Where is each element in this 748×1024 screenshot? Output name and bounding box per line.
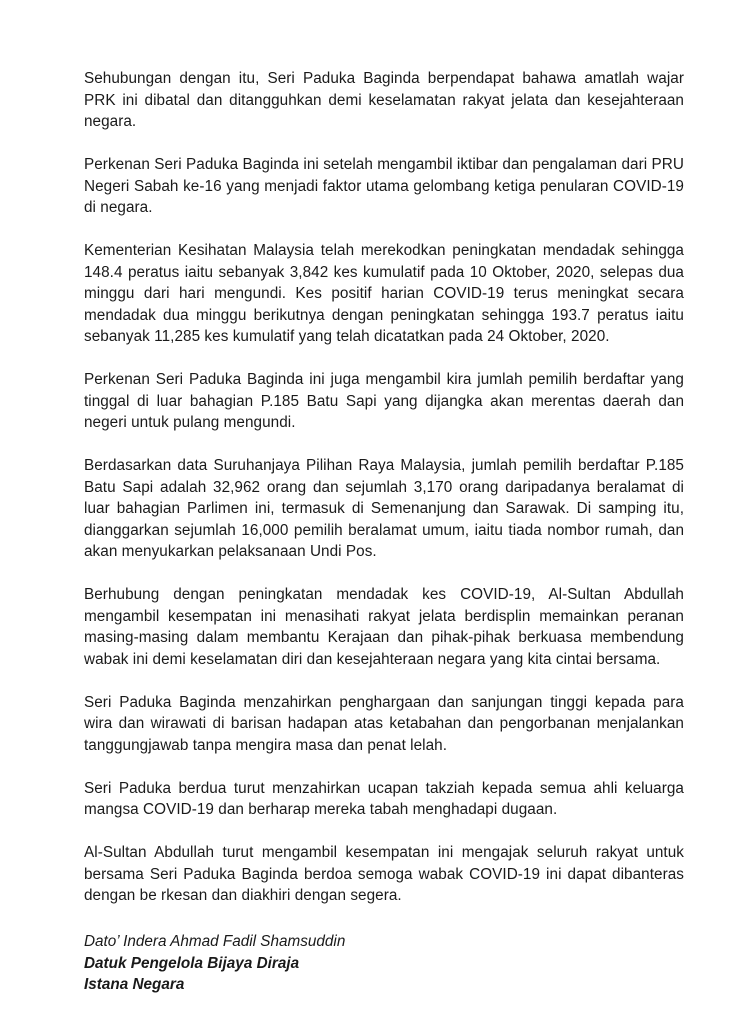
signatory-name: Dato’ Indera Ahmad Fadil Shamsuddin [84,933,346,950]
signatory-title: Datuk Pengelola Bijaya Diraja [84,954,300,972]
paragraph-3: Kementerian Kesihatan Malaysia telah merekodkan peningkatan mendadak sehingga 148.4 peratus iaitu sebanyak 3,842 kes kumulatif pada 10 Oktober, 2020, selepas dua minggu dari hari mengundi. Kes positif harian COVID-19 terus meningkat secara mendadak dua minggu berikutnya dengan peningkatan sehingga 193.7 peratus iaitu sebanyak 11,285 kes kumulatif yang telah dicatatkan pada 24 Oktober, 2020. [84,242,684,345]
paragraph-6: Berhubung dengan peningkatan mendadak kes COVID-19, Al-Sultan Abdullah mengambil kesempatan ini menasihati rakyat jelata berdisplin memainkan peranan masing-masing dalam membantu Kerajaan dan pihak-pihak berkuasa membendung wabak ini demi keselamatan diri dan kesejahteraan negara yang kita cintai bersama. [84,586,684,668]
signature-block [84,931,684,996]
paragraph-1: Sehubungan dengan itu, Seri Paduka Baginda berpendapat bahawa amatlah wajar PRK ini dibatal dan ditangguhkan demi keselamatan rakyat jelata dan kesejahteraan negara. [84,70,684,130]
paragraph-7: Seri Paduka Baginda menzahirkan penghargaan dan sanjungan tinggi kepada para wira dan wirawati di barisan hadapan atas ketabahan dan pengorbanan menjalankan tanggungjawab tanpa mengira masa dan penat lelah. [84,693,684,754]
paragraph-9: Al-Sultan Abdullah turut mengambil kesempatan ini mengajak seluruh rakyat untuk bersama Seri Paduka Baginda berdoa semoga wabak COVID-19 ini dapat dibanteras dengan be rkesan dan diakhiri dengan segera. [84,844,684,904]
paragraph-5: Berdasarkan data Suruhanjaya Pilihan Raya Malaysia, jumlah pemilih berdaftar P.185 Batu Sapi adalah 32,962 orang dan sejumlah 3,170 orang daripadanya beralamat di luar bahagian Parlimen ini, termasuk di Semenanjung dan Sarawak. Di samping itu, dianggarkan sejumlah 16,000 pemilih beralamat umum, iaitu tiada nombor rumah, dan akan menyukarkan pelaksanaan Undi Pos. [84,457,684,560]
signatory-office: Istana Negara [84,976,185,993]
paragraph-4: Perkenan Seri Paduka Baginda ini juga mengambil kira jumlah pemilih berdaftar yang tinggal di luar bahagian P.185 Batu Sapi yang dijangka akan merentas daerah dan negeri untuk pulang mengundi. [84,371,684,431]
paragraph-2: Perkenan Seri Paduka Baginda ini setelah mengambil iktibar dan pengalaman dari PRU Negeri Sabah ke-16 yang menjadi faktor utama gelombang ketiga penularan COVID-19 di negara. [84,156,684,216]
paragraph-8: Seri Paduka berdua turut menzahirkan ucapan takziah kepada semua ahli keluarga mangsa COVID-19 dan berharap mereka tabah menghadapi dugaan. [84,779,684,818]
document-body [84,68,684,928]
